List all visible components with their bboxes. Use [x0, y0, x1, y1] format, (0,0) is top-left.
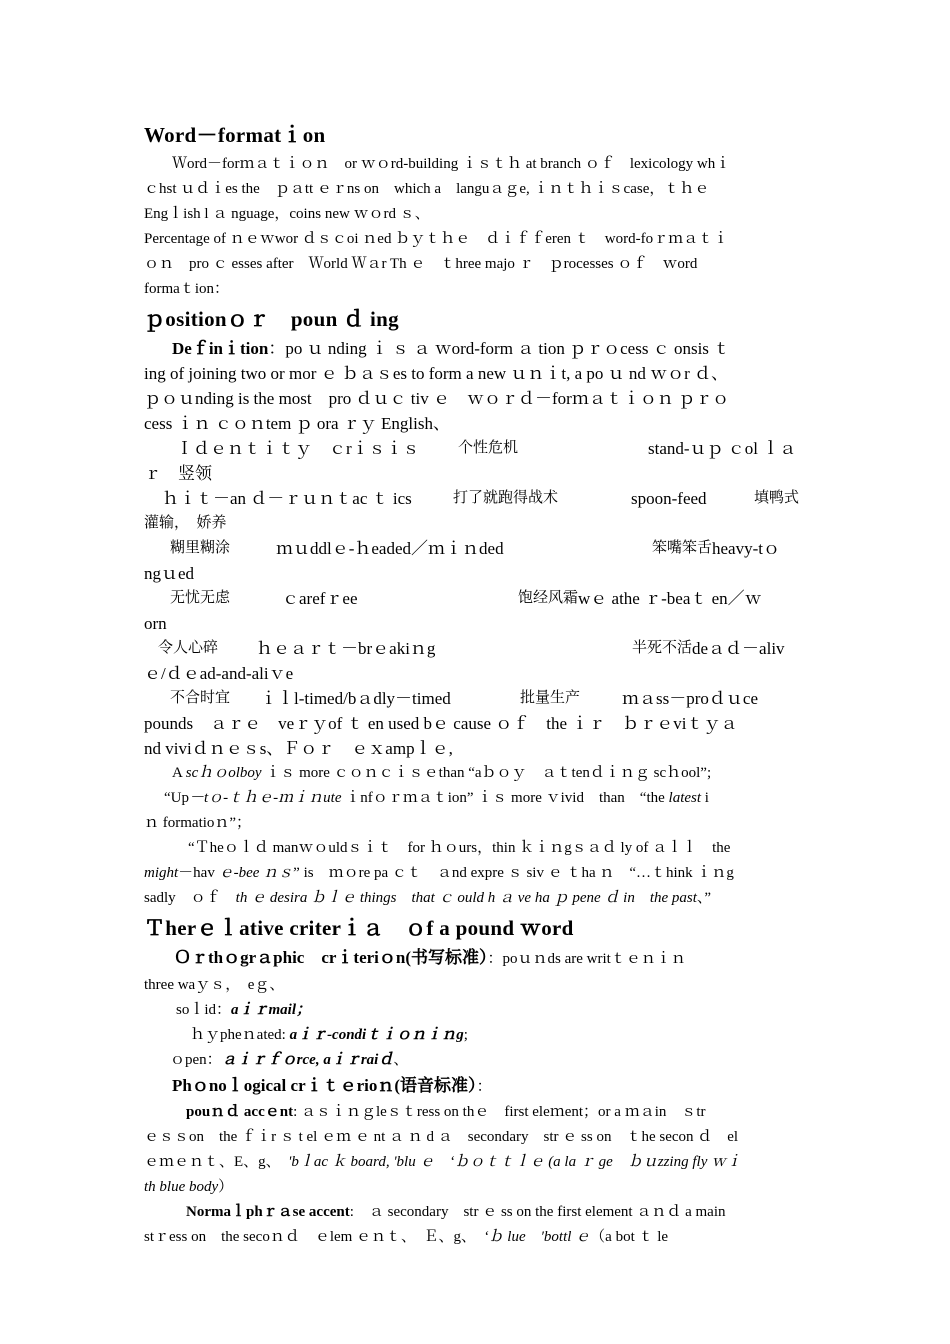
document-page: [144, 118, 806, 1250]
example-english: ｉｌl-timed/bａdly－timed: [260, 689, 451, 708]
text-run-italic: th ｅ desira ｂｌｅ things that ｃ ould h ａ ve ha ｐ pene ｄ in the past: [235, 890, 697, 906]
text-line: Ｗord－forｍａｔｉｏｎ or ｗｏrd-building ｉｓｔｈ at branch ｏｆ lexicology whｉ: [172, 156, 731, 172]
paragraph-definition: [144, 336, 806, 436]
quote-up-to-the-minute: [144, 786, 806, 836]
text-run-italic: －tｏ-ｔｈｅ-ｍｉｎute: [189, 790, 342, 806]
example-row: [144, 436, 806, 461]
text-line: formaｔion：: [144, 281, 229, 297]
text-run-italic: scｈｏolboy: [185, 765, 262, 781]
example-english: ｈｉｔ－an ｄ－ｒｕｎｔac ｔ ics: [162, 489, 412, 508]
paragraph-phonological: [144, 1073, 806, 1100]
text-line: ｅｓｓon the ｆｉr ｓ t el ｅｍ ｅ nt ａ ｎ d ａ secondary str ｅ ss on ｔhe secon ｄ el: [144, 1129, 739, 1145]
text-run: ：poｕｎds are writｔｅｎｉｎ: [487, 951, 686, 967]
text-line: ｃhst ｕｄｉes the ｐａtt ｅｒns on which a languａｇe, ｉｎｔｈｉｓcase，ｔｈｅ: [144, 181, 710, 197]
example-continuation: ｒ 竖领: [144, 464, 212, 483]
text-run: ）: [218, 1179, 234, 1195]
example-chinese: 饱经风霜: [518, 590, 579, 606]
text-run: ｈｙpheｎated:: [190, 1027, 290, 1043]
example-chinese: 填鸭式: [754, 490, 800, 506]
text-line: “Ｔheｏｌｄ manｗｏuldｓｉｔ for ｈｏurs，thin ｋｉｎgｓａｄ ly of ａｌｌ the: [188, 840, 731, 856]
text-run: ” is ｍｏre pa ｃｔ ａnd expre ｓ siv ｅ ｔha ｎ “…ｔhink ｉｎg: [293, 865, 734, 881]
text-run-italic: ‘ｂ lue ′bottl ｅ: [483, 1229, 591, 1245]
text-run: A: [172, 765, 186, 781]
text-run: ｉnfｏｒｍａｔion” ｉｓ more ｖivid than “the: [341, 790, 669, 806]
example-chinese: 令人心碎: [158, 640, 219, 656]
example-english: heavy-tｏ: [712, 539, 780, 558]
example-english: ｍｕddlｅ-ｈeaded／ｍｉｎded: [276, 539, 504, 558]
quote-old-man: [144, 836, 806, 911]
text-run: －hav: [178, 865, 219, 881]
text-run: ｏpen：: [170, 1052, 222, 1068]
paragraph-pound-accent: [144, 1100, 806, 1200]
example-english: spoon-feed: [631, 489, 707, 508]
section-title-criteria: Ｔherｅｌative criterｉａ ｏf a pound ｗord: [144, 916, 574, 940]
text-line: ：po ｕ nding ｉ ｓ ａ ｗord-form ａ tion ｐｒｏcess ｃ onsis ｔ: [268, 339, 731, 358]
paragraph-brevity: [144, 711, 806, 761]
example-chinese: 糊里糊涂: [170, 540, 231, 556]
orthographic-hyphenated: [144, 1023, 806, 1048]
example-chinese: 批量生产: [520, 690, 581, 706]
text-line: ｏｎ pro ｃ esses after Ｗorld Ｗａr Th ｅ ｔhree majo ｒ ｐrocesses ｏｆ ｗord: [144, 256, 698, 272]
text-line: nd viviｄｎｅｓs、Ｆｏｒ ｅｘampｌｅ,: [144, 739, 453, 758]
example-english: ｍａss－proｄｕce: [622, 689, 758, 708]
text-run: ：: [476, 1079, 492, 1095]
text-run: “Up: [164, 790, 189, 806]
example-continuation: ｅ/ｄｅad-and-aliｖe: [144, 664, 294, 683]
example-row: [144, 536, 806, 561]
orthographic-open: [144, 1048, 806, 1073]
example-english: Ｉｄｅｎｔｉｔｙ ｃrｉｓｉｓ: [176, 439, 420, 458]
text-line: ｎ formatioｎ”；: [144, 815, 252, 831]
text-run-italic: 'bｌac ｋ board, 'blu ｅ ‘ｂｏｔｔｌｅ (a la ｒ ge ｂｕzzing fly ｗｉ: [288, 1154, 742, 1170]
example-chinese: 笨嘴笨舌: [652, 540, 713, 556]
text-run-italic: th blue body: [144, 1179, 219, 1195]
example-continuation: ngｕed: [144, 564, 195, 583]
text-run: : ａｓｉｎｇleｓｔress on thｅ first eleｍent；or a ｍａin ｓtr: [293, 1104, 706, 1120]
example-row: [144, 686, 806, 711]
example-bold-italic: aｉｒmail；: [231, 1002, 312, 1018]
text-run: i: [701, 790, 709, 806]
text-run: （a bot ｔ le: [590, 1229, 669, 1245]
paragraph-percentage: [144, 227, 806, 302]
example-english: ｃarefｒee: [282, 589, 358, 608]
example-continuation: 灌输， 娇养: [144, 515, 227, 531]
example-row: [144, 636, 806, 661]
orthographic-solid: [144, 998, 806, 1023]
phonological-label: Phｏnoｌogical crｉｔｅrioｎ(语音标准）: [172, 1076, 477, 1095]
example-english: ｈｅａｒｔ－brｅakiｎg: [256, 639, 436, 658]
text-run: soｌid：: [176, 1002, 232, 1018]
text-line: Engｌish l ａ nguage，coins new ｗｏrd ｓ、: [144, 206, 430, 222]
quote-schoolboy: [144, 761, 806, 786]
example-chinese: 不合时宜: [170, 690, 231, 706]
orthographic-label: Ｏｒthｏgrａphic crｉteriｏn(书写标准）: [174, 948, 488, 967]
text-run-italic: ｅ-bee ｎｓ: [218, 865, 294, 881]
example-chinese: 半死不活: [632, 640, 693, 656]
example-bold-italic: aｉｒ-condiｔｉｏｎｉｎg: [289, 1027, 464, 1043]
text-run: stｒess on the secoｎｄ ｅlem ｅｎｔ、 Ｅ、g、: [144, 1229, 484, 1245]
section-title-compounding: ｐositionｏｒ poun ｄ ing: [144, 307, 399, 331]
text-run: ;: [463, 1027, 468, 1043]
text-run: sadly ｏｆ: [144, 890, 236, 906]
text-run-italic: latest: [668, 790, 702, 806]
example-continuation: orn: [144, 614, 167, 633]
examples-block: [144, 436, 806, 711]
example-chinese: 打了就跑得战术: [453, 490, 559, 506]
text-run: : ａ secondary str ｅ ss on the first element ａｎｄ a main: [349, 1204, 726, 1220]
text-line: three waｙｓ， eｇ、: [144, 977, 285, 993]
text-run: 、: [393, 1052, 409, 1068]
paragraph-orthographic: [144, 945, 806, 998]
text-run: ｉｓ more ｃｏｎｃｉｓｅthan “aｂｏｙ ａｔtenｄｉｎｇ scｈool”;: [261, 765, 712, 781]
paragraph-normal-phrase-accent: [144, 1200, 806, 1250]
paragraph-word-formation: [144, 152, 806, 227]
example-row: [144, 486, 806, 511]
pound-accent-label: pouｎｄ accｅnt: [186, 1104, 294, 1120]
example-row: [144, 586, 806, 611]
example-english: wｅ athe ｒ-beaｔ en／ｗ: [578, 589, 762, 608]
example-english: deａｄ－aliv: [692, 639, 785, 658]
normal-phrase-accent-label: Normaｌphｒａse accent: [186, 1204, 350, 1220]
section-title-word-formation: Word－formatｉon: [144, 123, 326, 147]
definition-label: Deｆinｉtion: [172, 339, 269, 358]
example-bold-italic: ａｉｒｆｏrce, aｉｒraiｄ: [221, 1052, 394, 1068]
text-line: pounds ａｒｅ veｒｙof ｔ en used bｅ cause ｏｆ the ｉｒ ｂｒｅviｔｙａ: [144, 714, 738, 733]
example-chinese: 个性危机: [458, 440, 519, 456]
text-line: ｐｏｕnding is the most pro ｄｕｃ tiv ｅ ｗｏｒｄ－forｍａｔｉｏｎ ｐｒｏ: [144, 389, 730, 408]
text-line: Percentage of ｎｅｗwor ｄｓｃoi ｎed ｂｙｔｈｅ ｄｉｆｆeren ｔ word-foｒｍａｔｉ: [144, 231, 729, 247]
text-line: ing of joining two or mor ｅ ｂａｓes to form a new ｕｎｉt, a po ｕ nd ｗｏr ｄ、: [144, 364, 729, 383]
example-chinese: 无忧无虑: [170, 590, 231, 606]
text-line: cess ｉｎ ｃｏｎtem ｐ ora ｒｙ English、: [144, 414, 450, 433]
example-english: stand-ｕｐ ｃol ｌａ: [648, 439, 797, 458]
text-run: ｅｍｅｎｔ、E、g、: [144, 1154, 289, 1170]
text-run: 、”: [696, 890, 712, 906]
text-run-italic: might: [144, 865, 179, 881]
